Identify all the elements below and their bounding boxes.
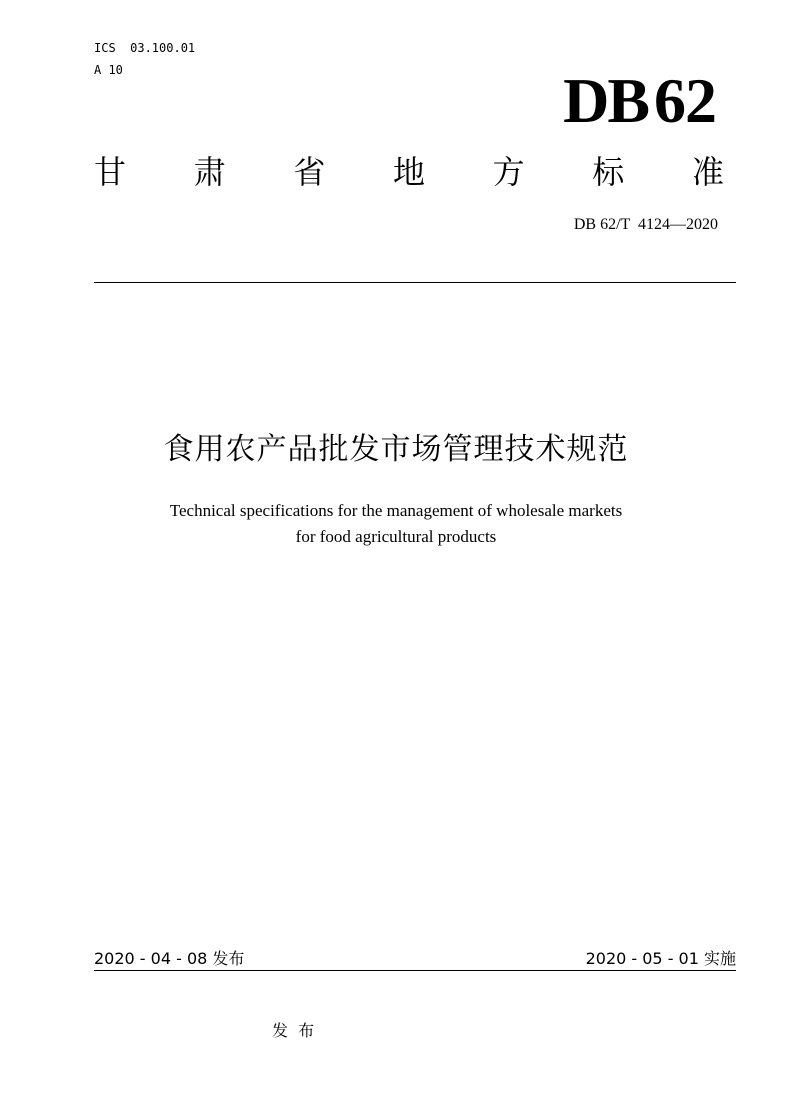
english-title-line-1: Technical specifications for the management of wholesale markets [169, 501, 623, 520]
english-title [0, 498, 792, 550]
issue-date: 2020 - 04 - 08 发布 [94, 949, 245, 968]
chinese-title: 食用农产品批发市场管理技术规范 [163, 432, 629, 467]
standard-type-char: 准 [691, 153, 724, 191]
db-logo [563, 66, 716, 136]
standard-type-char: 方 [492, 153, 525, 191]
english-title-line-2: for food agricultural products [295, 527, 497, 546]
standard-type-char: 甘 [94, 153, 127, 191]
implementation-date: 2020 - 05 - 01 实施 [585, 949, 736, 968]
standard-type-char: 省 [293, 153, 326, 191]
standard-type-char: 肃 [193, 153, 226, 191]
standard-type-heading [94, 150, 724, 194]
publisher-label: 发 布 [272, 1021, 315, 1040]
bottom-divider [94, 970, 736, 971]
logo-number: 62 [654, 65, 716, 136]
logo-prefix: DB [563, 65, 648, 136]
ccs-code: A 10 [94, 63, 123, 77]
standard-type-char: 标 [592, 153, 625, 191]
ics-code: ICS 03.100.01 [94, 41, 196, 55]
standard-type-char: 地 [392, 153, 425, 191]
top-divider [94, 282, 736, 283]
standard-number: DB 62/T 4124—2020 [573, 216, 718, 233]
